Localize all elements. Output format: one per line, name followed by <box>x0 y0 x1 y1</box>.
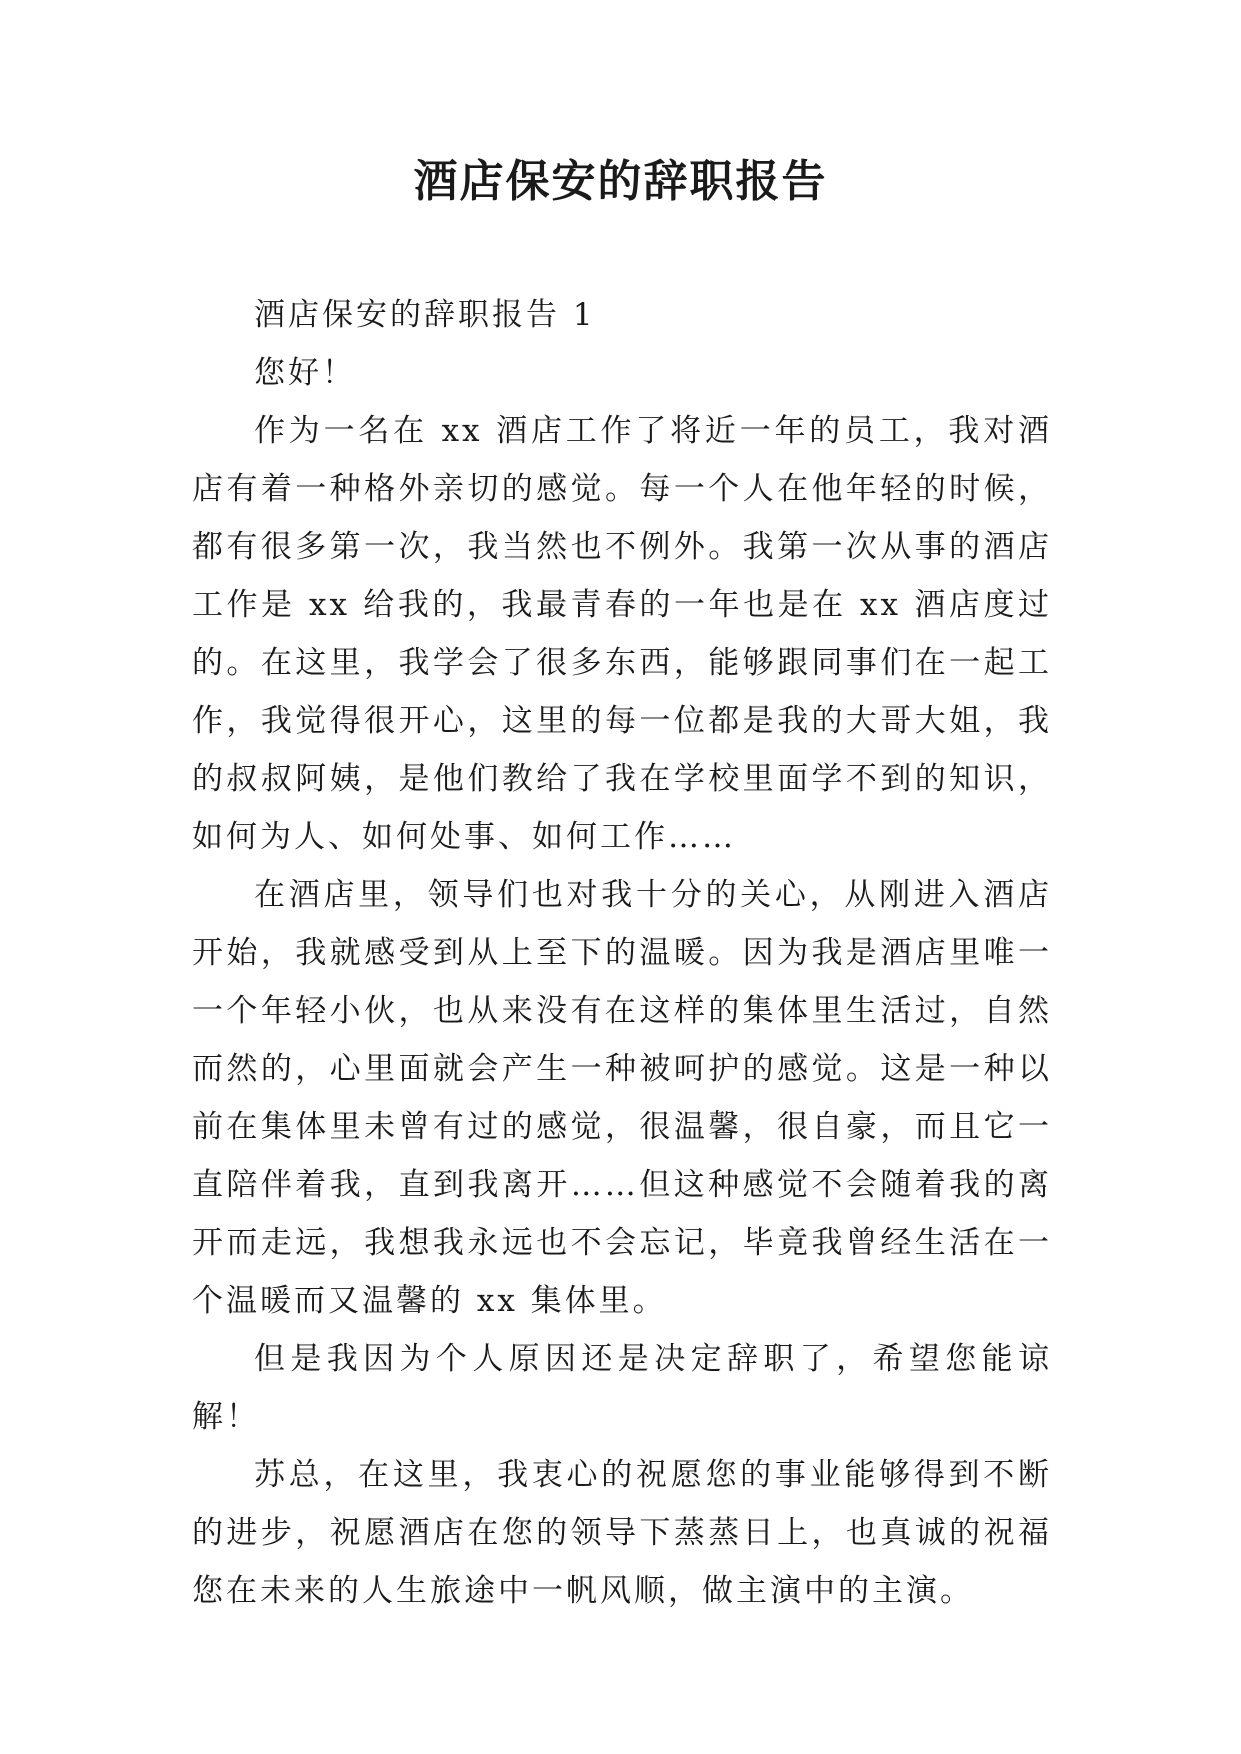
subtitle-paragraph: 酒店保安的辞职报告 1 <box>254 297 596 333</box>
body-paragraph: 但是我因为个人原因还是决定辞职了，希望您能谅解！ <box>192 1341 1052 1435</box>
body-paragraph: 作为一名在 xx 酒店工作了将近一年的员工，我对酒店有着一种格外亲切的感觉。每一个人在他年轻的时候，都有很多第一次，我当然也不例外。我第一次从事的酒店工作是 xx 给我的，我最青春的一年也是在 xx 酒店度过的。在这里，我学会了很多东西，能够跟同事们在一起工作，我觉得很开心，这里的每一位都是我的大哥大姐，我的叔叔阿姨，是他们教给了我在学校里面学不到的知识，如何为人、如何处事、如何工作…… <box>192 413 1052 855</box>
document-title: 酒店保安的辞职报告 <box>413 156 828 207</box>
greeting-paragraph: 您好！ <box>254 355 356 391</box>
body-paragraph: 在酒店里，领导们也对我十分的关心，从刚进入酒店开始，我就感受到从上至下的温暖。因为我是酒店里唯一一个年轻小伙，也从来没有在这样的集体里生活过，自然而然的，心里面就会产生一种被呵护的感觉。这是一种以前在集体里未曾有过的感觉，很温馨，很自豪，而且它一直陪伴着我，直到我离开……但这种感觉不会随着我的离开而走远，我想我永远也不会忘记，毕竟我曾经生活在一个温暖而又温馨的 xx 集体里。 <box>192 877 1052 1319</box>
closing-paragraph: 苏总，在这里，我衷心的祝愿您的事业能够得到不断的进步，祝愿酒店在您的领导下蒸蒸日上，也真诚的祝福您在未来的人生旅途中一帆风顺，做主演中的主演。 <box>192 1457 1052 1609</box>
document-body <box>192 286 1052 1620</box>
